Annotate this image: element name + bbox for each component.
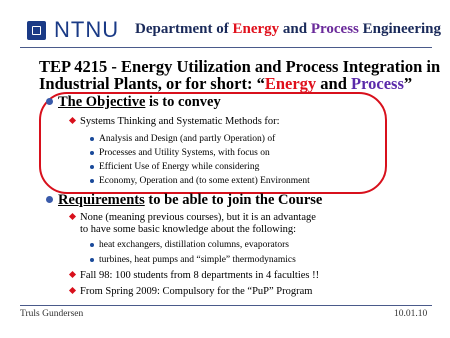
title-line2-pre: Industrial Plants, or for short: “ xyxy=(39,74,265,93)
requirements-subitem-line2: to have some basic knowledge about the following: xyxy=(80,224,297,235)
title-line-1: TEP 4215 - Energy Utilization and Process Integration in xyxy=(39,57,441,76)
objective-subitem-text: Systems Thinking and Systematic Methods for: xyxy=(80,116,280,127)
bullet-icon xyxy=(46,98,53,105)
requirements-subitem-text: From Spring 2009: Compulsory for the “PuP” Program xyxy=(80,286,313,297)
objective-heading xyxy=(58,94,221,111)
requirements-subitem-text: Fall 98: 100 students from 8 departments in 4 faculties !! xyxy=(80,270,320,281)
dept-post: Engineering xyxy=(358,21,441,37)
bullet-icon xyxy=(90,243,94,247)
diamond-bullet-icon xyxy=(69,287,76,294)
title-line-2 xyxy=(39,75,444,92)
objective-heading-rest: is to convey xyxy=(145,94,221,110)
department-title xyxy=(135,21,441,38)
requirements-subitem xyxy=(80,212,316,236)
title-process: Process xyxy=(351,74,404,93)
footer-date: 10.01.10 xyxy=(394,309,428,319)
objective-heading-highlight: The Objective xyxy=(58,94,146,110)
slide-title xyxy=(39,58,444,92)
requirements-subitem xyxy=(80,286,312,298)
bullet-icon xyxy=(90,179,94,183)
objective-item-text: Economy, Operation and (to some extent) Environment xyxy=(99,176,310,186)
bullet-icon xyxy=(90,165,94,169)
header-divider xyxy=(20,47,432,48)
objective-item xyxy=(99,162,259,172)
title-line2-post: ” xyxy=(403,74,413,93)
bullet-icon xyxy=(46,196,53,203)
requirements-heading xyxy=(58,192,322,209)
requirements-item-text: heat exchangers, distillation columns, evaporators xyxy=(99,240,289,250)
requirements-item-text: turbines, heat pumps and “simple” thermodynamics xyxy=(99,255,296,265)
objective-subitem xyxy=(80,116,280,128)
objective-item-text: Analysis and Design (and partly Operation) of xyxy=(99,134,276,144)
objective-item-text: Efficient Use of Energy while considering xyxy=(99,162,260,172)
objective-item-text: Processes and Utility Systems, with focus on xyxy=(99,148,270,158)
diamond-bullet-icon xyxy=(69,213,76,220)
objective-item xyxy=(99,148,270,158)
requirements-subitem xyxy=(80,270,319,282)
bullet-icon xyxy=(90,151,94,155)
requirements-item xyxy=(99,240,289,250)
bullet-icon xyxy=(90,137,94,141)
dept-pre: Department of xyxy=(135,21,233,37)
dept-process: Process xyxy=(310,21,359,37)
title-energy: Energy xyxy=(264,74,317,93)
objective-item xyxy=(99,176,310,186)
title-line2-mid: and xyxy=(316,74,352,93)
diamond-bullet-icon xyxy=(69,271,76,278)
dept-mid: and xyxy=(279,21,311,37)
footer-author: Truls Gundersen xyxy=(20,309,84,319)
dept-energy: Energy xyxy=(232,21,280,37)
ntnu-logo-text: NTNU xyxy=(54,17,120,42)
requirements-heading-highlight: Requirements xyxy=(58,192,145,208)
requirements-item xyxy=(99,255,296,265)
requirements-subitem-line1: None (meaning previous courses), but it is an advantage xyxy=(80,212,316,223)
footer-divider xyxy=(20,305,432,306)
objective-item xyxy=(99,134,275,144)
ntnu-logo-icon xyxy=(27,21,46,40)
requirements-heading-rest: to be able to join the Course xyxy=(144,192,323,208)
bullet-icon xyxy=(90,258,94,262)
